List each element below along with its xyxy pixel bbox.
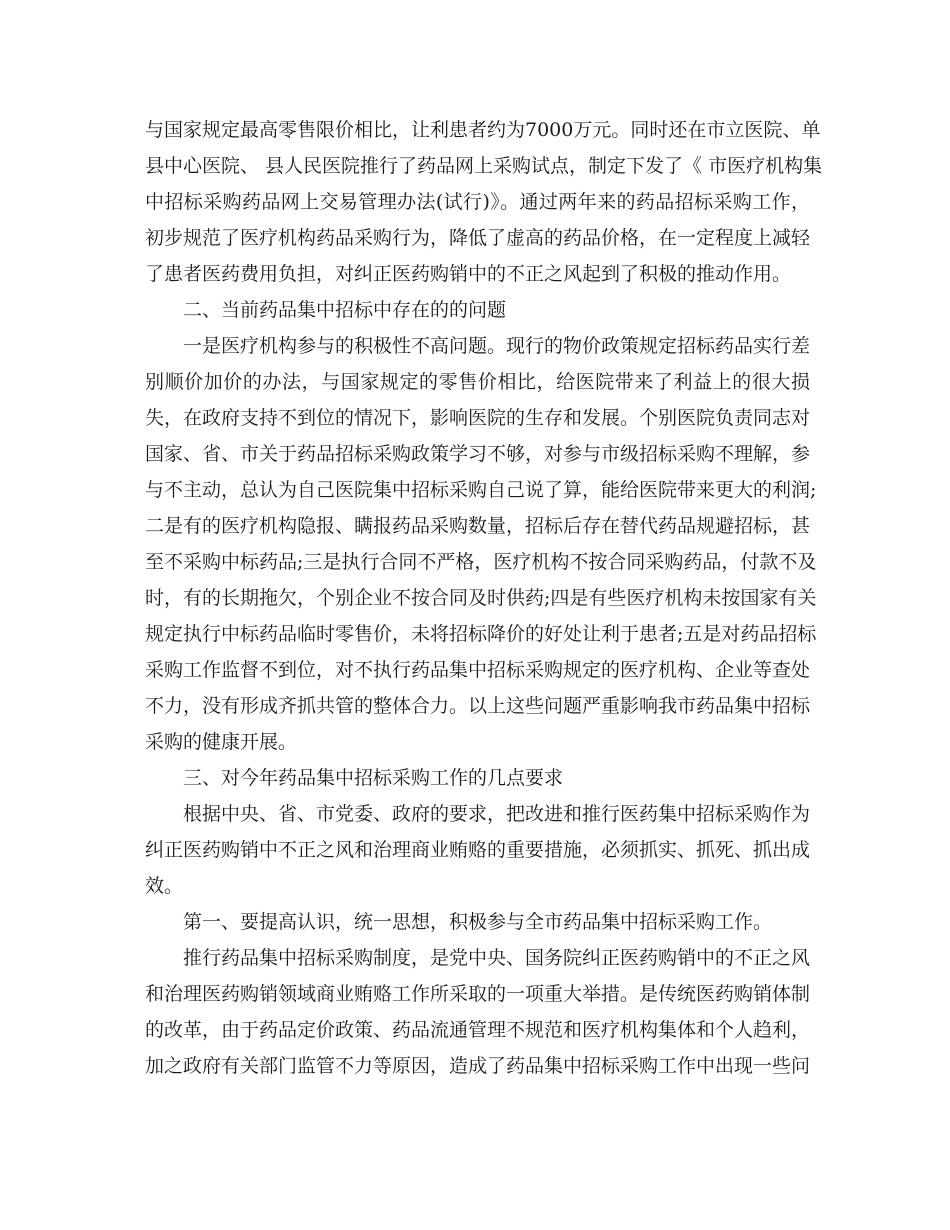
body-line: 与国家规定最高零售限价相比，让利患者约为7000万元。同时还在市立医院、单	[145, 119, 821, 141]
body-line: 加之政府有关部门监管不力等原因，造成了药品集中招标采购工作中出现一些问	[145, 1055, 811, 1077]
body-line: 至不采购中标药品;三是执行合同不严格，医疗机构不按合同采购药品，付款不及	[145, 551, 817, 573]
body-line: 一是医疗机构参与的积极性不高问题。现行的物价政策规定招标药品实行差	[183, 335, 811, 357]
body-line: 别顺价加价的办法，与国家规定的零售价相比，给医院带来了利益上的很大损	[145, 371, 810, 393]
body-line: 推行药品集中招标采购制度，是党中央、国务院纠正医药购销中的不正之风	[183, 947, 811, 969]
section-heading: 三、对今年药品集中招标采购工作的几点要求	[183, 767, 564, 789]
body-line: 了患者医药费用负担，对纠正医药购销中的不正之风起到了积极的推动作用。	[145, 263, 792, 285]
body-line: 规定执行中标药品临时零售价，未将招标降价的好处让利于患者;五是对药品招标	[145, 623, 817, 645]
body-line: 县中心医院、 县人民医院推行了药品网上采购试点，制定下发了《 市医疗机构集	[145, 155, 823, 177]
body-line: 采购的健康开展。	[145, 731, 298, 753]
body-line: 失，在政府支持不到位的情况下，影响医院的生存和发展。个别医院负责同志对	[145, 407, 811, 429]
body-line: 时，有的长期拖欠，个别企业不按合同及时供药;四是有些医疗机构未按国家有关	[145, 587, 817, 609]
document-body	[145, 112, 823, 1084]
section-subheading: 第一、要提高认识，统一思想，积极参与全市药品集中招标采购工作。	[183, 911, 773, 933]
body-line: 初步规范了医疗机构药品采购行为，降低了虚高的药品价格，在一定程度上减轻	[145, 227, 811, 249]
body-line: 二是有的医疗机构隐报、瞒报药品采购数量，招标后存在替代药品规避招标，甚	[145, 515, 811, 537]
body-line: 与不主动，总认为自己医院集中招标采购自己说了算，能给医院带来更大的利润;	[145, 479, 817, 501]
body-line: 的改革，由于药品定价政策、药品流通管理不规范和医疗机构集体和个人趋利，	[145, 1019, 811, 1041]
body-line: 采购工作监督不到位，对不执行药品集中招标采购规定的医疗机构、企业等查处	[145, 659, 811, 681]
body-line: 纠正医药购销中不正之风和治理商业贿赂的重要措施，必须抓实、抓死、抓出成	[145, 839, 811, 861]
body-line: 中招标采购药品网上交易管理办法(试行)》。通过两年来的药品招标采购工作，	[145, 191, 810, 213]
body-line: 和治理医药购销领域商业贿赂工作所采取的一项重大举措。是传统医药购销体制	[145, 983, 811, 1005]
section-heading: 二、当前药品集中招标中存在的的问题	[183, 299, 507, 321]
body-line: 效。	[145, 875, 184, 897]
body-line: 国家、省、市关于药品招标采购政策学习不够，对参与市级招标采购不理解，参	[145, 443, 811, 465]
body-line: 根据中央、省、市党委、政府的要求，把改进和推行医药集中招标采购作为	[183, 803, 811, 825]
body-line: 不力，没有形成齐抓共管的整体合力。以上这些问题严重影响我市药品集中招标	[145, 695, 811, 717]
